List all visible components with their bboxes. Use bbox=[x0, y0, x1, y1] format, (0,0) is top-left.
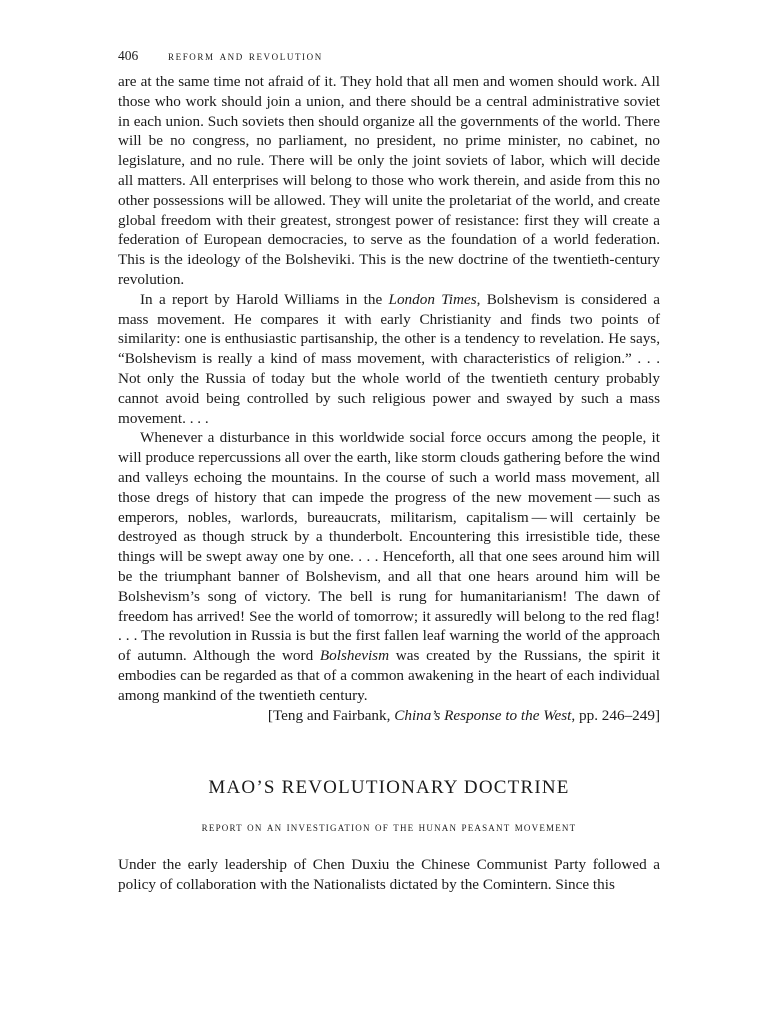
paragraph-2-text-start: In a report by Harold Williams in the bbox=[140, 290, 389, 308]
emphasized-term: Bolshevism bbox=[319, 647, 390, 665]
paragraph-2-text-end: , Bolshevism is considered a mass movement. He compares it with early Christianity and finds two points of similarity: one is enthusiastic partisanship, the other is a tendency to revelation. He says, “Bolshevism is really a kind of mass movement, with characteristics of religion.” . . . Not only the Russia of today but the whole world of the twentieth century probably cannot avoid being controlled by such religious power and swayed by such a mass movement. . . . bbox=[118, 290, 660, 427]
book-page bbox=[118, 46, 660, 895]
citation-end: , pp. 246–249] bbox=[571, 706, 660, 724]
body-paragraph-2 bbox=[118, 290, 660, 429]
newspaper-title: London Times bbox=[388, 290, 477, 308]
running-head bbox=[118, 46, 660, 66]
running-head-title: reform and revolution bbox=[168, 48, 323, 63]
source-citation bbox=[118, 706, 660, 726]
page-number: 406 bbox=[118, 48, 139, 63]
section-intro-paragraph: Under the early leadership of Chen Duxiu the Chinese Communist Party followed a policy of collaboration with the Nationalists dictated by the Comintern. Since this bbox=[118, 856, 660, 894]
body-paragraph-3 bbox=[118, 428, 660, 705]
body-paragraph-1: are at the same time not afraid of it. They hold that all men and women should work. All those who work should join a union, and there should be a central administrative soviet in each union. Such soviets then should organize all the governments of the world. There will be no congress, no parliament, no president, no prime minister, no cabinet, no legislature, and no rule. There will be only the joint soviets of labor, which will decide all matters. All enterprises will belong to those who work therein, and aside from this no other possessions will be allowed. They will unite the proletariat of the world, and create global freedom with their greatest, strongest power of resistance: first they will create a federation of European democracies, to serve as the foundation of a world federation. This is the ideology of the Bolsheviki. This is the new doctrine of the twentieth-century revolution. bbox=[118, 73, 660, 288]
section-heading: MAO’S REVOLUTIONARY DOCTRINE bbox=[208, 777, 570, 799]
paragraph-3-text-end: was created by the Russians, the spirit it embodies can be regarded as that of a common awakening in the heart of each individual among mankind of the twentieth century. bbox=[118, 647, 661, 704]
citation-book-title: China’s Response to the West bbox=[394, 706, 572, 724]
citation-start: [Teng and Fairbank, bbox=[267, 706, 395, 724]
paragraph-3-text-start: Whenever a disturbance in this worldwide social force occurs among the people, it will produce repercussions all over the earth, like storm clouds gathering before the wind and valleys echoing the mountains. In the course of such a world mass movement, all those dregs of history that can impede the progress of the new movement — such as emperors, nobles, warlords, bureaucrats, militarism, capitalism — will certainly be destroyed as though struck by a thunderbolt. Encountering this irresistible tide, these things will be swept away one by one. . . . Henceforth, all that one sees around him will be the triumphant banner of Bolshevism, and all that one hears around him will be Bolshevism’s song of victory. The bell is rung for humanitarianism! The dawn of freedom has arrived! See the world of tomorrow; it assuredly will belong to the red flag! . . . The revolution in Russia is but the first fallen leaf warning the world of the approach of autumn. Although the word bbox=[118, 429, 660, 665]
section-subheading: report on an investigation of the hunan peasant movement bbox=[201, 820, 577, 835]
